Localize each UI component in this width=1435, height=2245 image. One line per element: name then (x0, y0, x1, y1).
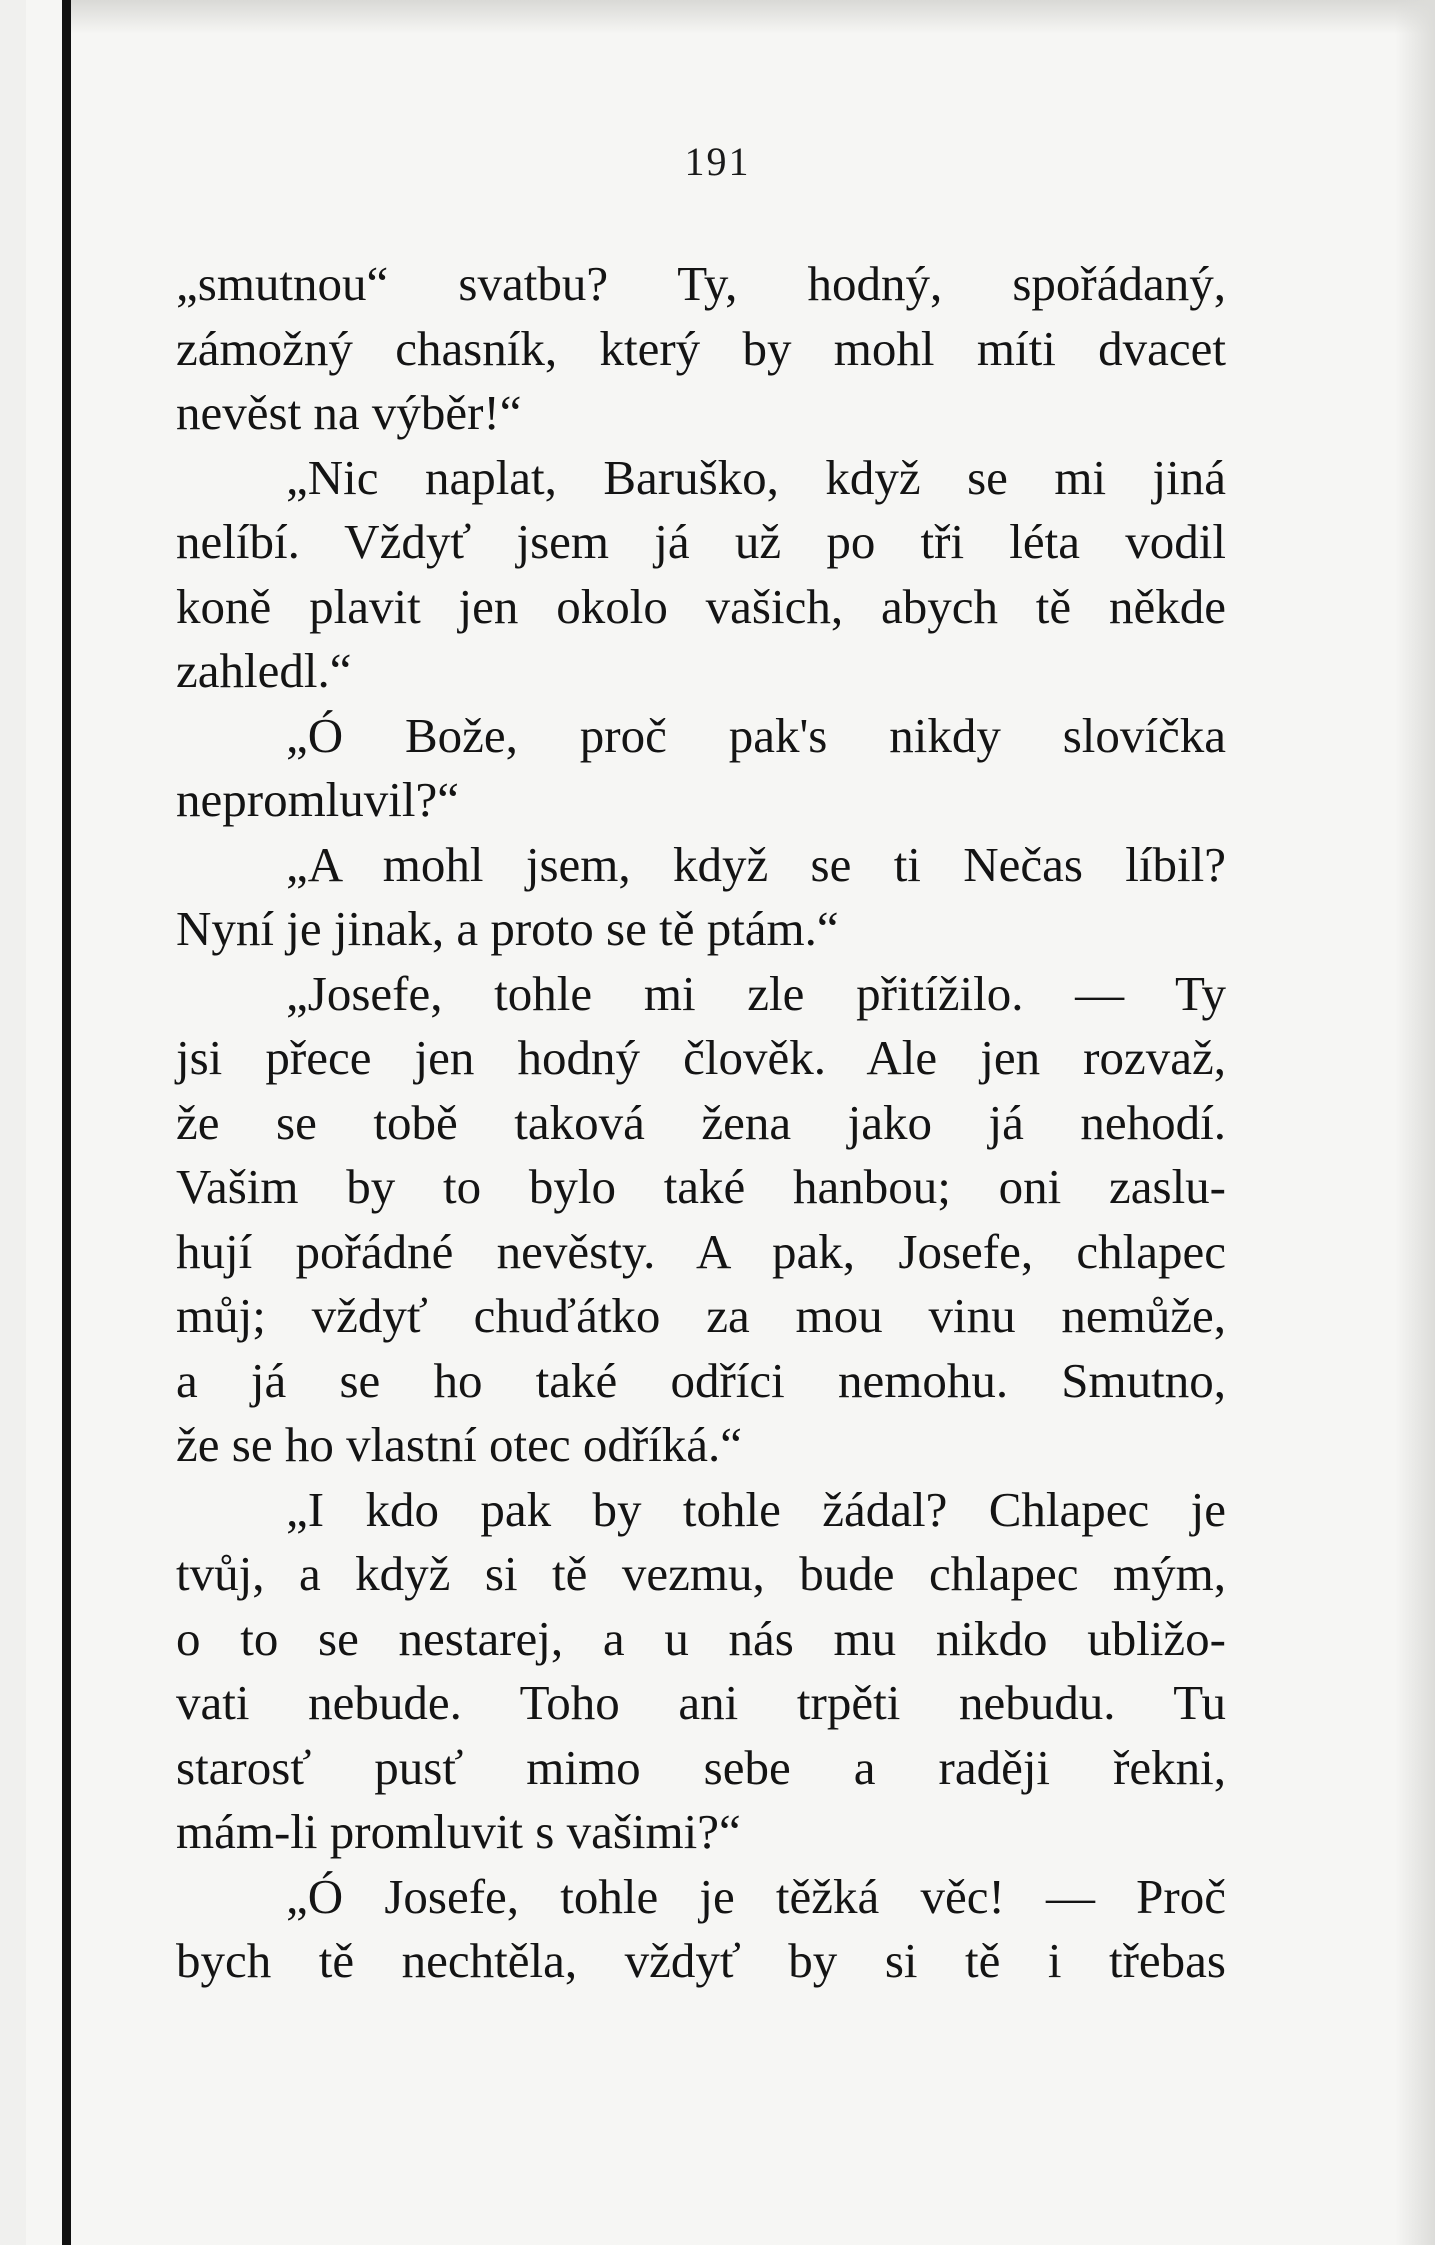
text-line: „Nic naplat, Baruško, když se mi jiná (286, 449, 1226, 505)
text-line: „I kdo pak by tohle žádal? Chlapec je (286, 1481, 1226, 1537)
text-line: hují pořádné nevěsty. A pak, Josefe, chlapec (176, 1223, 1226, 1279)
text-line: „A mohl jsem, když se ti Nečas líbil? (286, 836, 1226, 892)
text-line: nepromluvil?“ (176, 772, 460, 827)
text-line: a já se ho také odříci nemohu. Smutno, (176, 1352, 1226, 1408)
text-line: „Ó Josefe, tohle je těžká věc! — Proč (286, 1868, 1226, 1924)
text-line: Vašim by to bylo také hanbou; oni zaslu- (176, 1159, 1226, 1214)
text-line: mám-li promluvit s vašimi?“ (176, 1804, 741, 1859)
text-line: že se ho vlastní otec odříká.“ (176, 1417, 743, 1472)
text-line: „smutnou“ svatbu? Ty, hodný, spořádaný, (176, 256, 1226, 311)
text-line: můj; vždyť chuďátko za mou vinu nemůže, (176, 1288, 1226, 1343)
page-edge-rule (62, 0, 71, 2245)
text-line: zahledl.“ (176, 643, 352, 698)
text-line: nelíbí. Vždyť jsem já už po tři léta vodil (176, 514, 1226, 569)
top-shadow (71, 0, 1435, 34)
text-line: tvůj, a když si tě vezmu, bude chlapec mým, (176, 1546, 1226, 1601)
right-shadow (1395, 0, 1435, 2245)
scan-margin (0, 0, 26, 2245)
text-line: nevěst na výběr!“ (176, 385, 522, 440)
text-line: koně plavit jen okolo vašich, abych tě někde (176, 578, 1226, 634)
text-line: „Josefe, tohle mi zle přitížilo. — Ty (286, 965, 1226, 1021)
text-line: bych tě nechtěla, vždyť by si tě i třebas (176, 1933, 1226, 1988)
text-line: vati nebude. Toho ani trpěti nebudu. Tu (176, 1675, 1226, 1730)
text-line: Nyní je jinak, a proto se tě ptám.“ (176, 901, 839, 956)
text-line: o to se nestarej, a u nás mu nikdo ubližo- (176, 1610, 1226, 1666)
text-line: zámožný chasník, který by mohl míti dvacet (176, 320, 1226, 376)
text-line: že se tobě taková žena jako já nehodí. (176, 1094, 1226, 1150)
text-line: starosť pusť mimo sebe a raději řekni, (176, 1739, 1226, 1795)
text-line: „Ó Bože, proč pak's nikdy slovíčka (286, 707, 1226, 763)
text-line: jsi přece jen hodný člověk. Ale jen rozvaž, (176, 1030, 1226, 1085)
page-number: 191 (684, 139, 751, 184)
body-text (176, 252, 1226, 1994)
